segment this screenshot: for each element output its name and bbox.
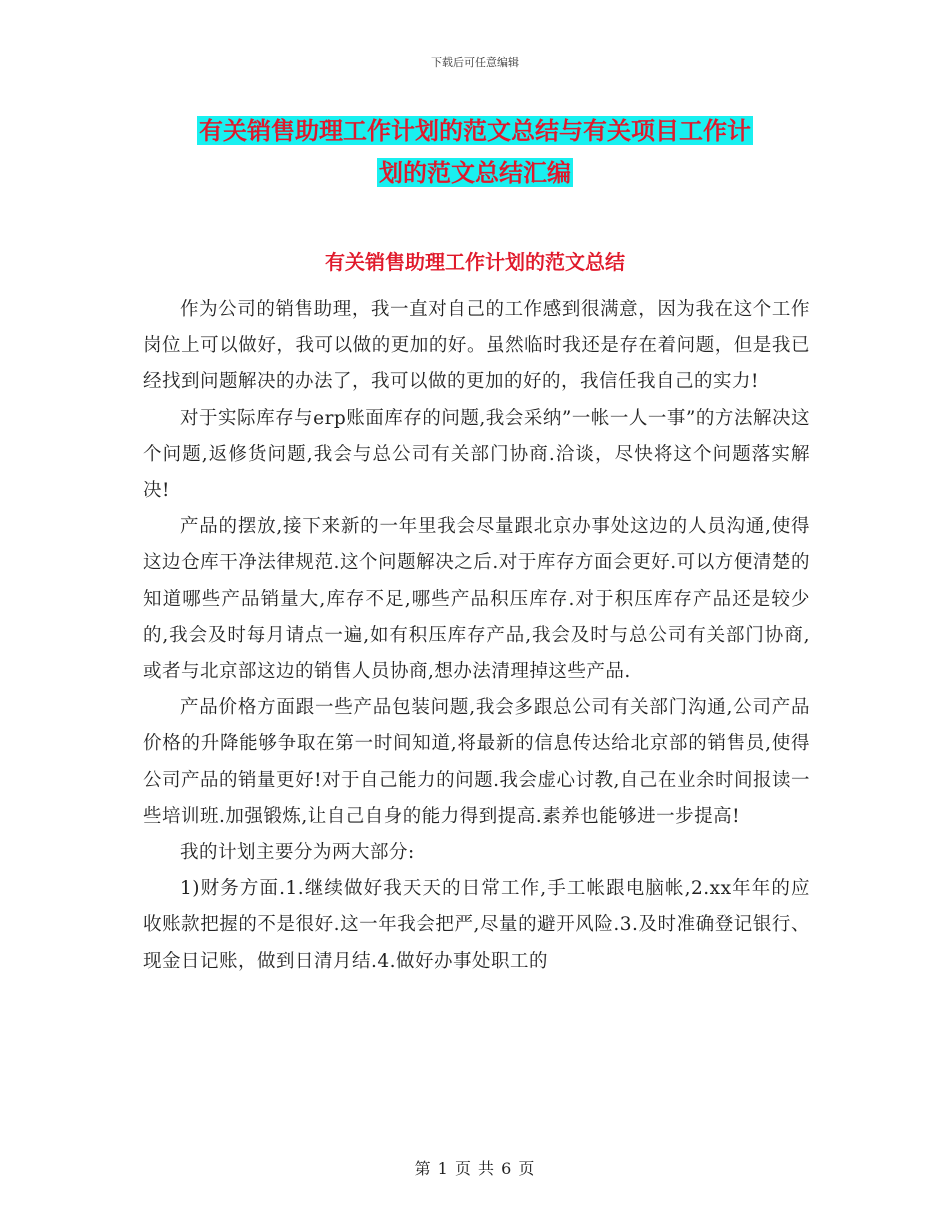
paragraph: 产品价格方面跟一些产品包装问题,我会多跟总公司有关部门沟通,公司产品价格的升降能够争取在第一时间知道,将最新的信息传达给北京部的销售员,使得公司产品的销量更好!对于自己能力的问题.我会虚心讨教,自己在业余时间报读一些培训班.加强锻炼,让自己自身的能力得到提高.素养也能够进一步提高!	[143, 697, 810, 827]
document-title-line-2: 划的范文总结汇编	[379, 158, 571, 187]
paragraph: 产品的摆放,接下来新的一年里我会尽量跟北京办事处这边的人员沟通,使得这边仓库干净法律规范.这个问题解决之后.对于库存方面会更好.可以方便清楚的知道哪些产品销量大,库存不足,哪些产品积压库存.对于积压库存产品还是较少的,我会及时每月请点一遍,如有积压库存产品,我会及时与总公司有关部门协商,或者与北京部这边的销售人员协商,想办法清理掉这些产品.	[143, 516, 810, 683]
paragraph: 我的计划主要分为两大部分:	[180, 842, 415, 864]
paragraph: 作为公司的销售助理，我一直对自己的工作感到很满意，因为我在这个工作岗位上可以做好，我可以做的更加的好。虽然临时我还是存在着问题，但是我已经找到问题解决的办法了，我可以做的更加的好的，我信任我自己的实力!	[143, 299, 810, 393]
document-title-line-1: 有关销售助理工作计划的范文总结与有关项目工作计	[199, 116, 751, 145]
paragraph: 对于实际库存与erp账面库存的问题,我会采纳”一帐一人一事”的方法解决这个问题,返修货问题,我会与总公司有关部门协商.洽谈，尽快将这个问题落实解决!	[143, 407, 810, 502]
document-title	[140, 110, 810, 194]
document-body	[143, 292, 810, 980]
paragraph: 1)财务方面.1.继续做好我天天的日常工作,手工帐跟电脑帐,2.xx年年的应收账款把握的不是很好.这一年我会把严,尽量的避开风险.3.及时准确登记银行、现金日记账，做到日清月结.4.做好办事处职工的	[143, 878, 810, 972]
section-heading: 有关销售助理工作计划的范文总结	[325, 250, 625, 274]
page-number-footer: 第 1 页 共 6 页	[414, 1159, 536, 1178]
page-header-note: 下载后可任意编辑	[431, 56, 519, 69]
